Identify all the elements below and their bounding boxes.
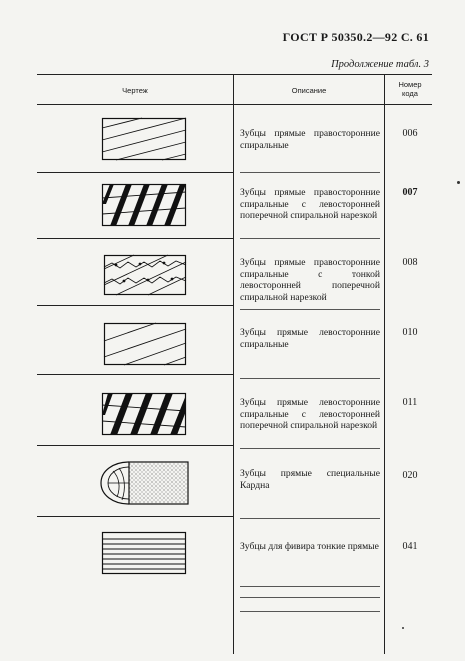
row-description: Зубцы прямые специальные Кардна bbox=[240, 468, 380, 491]
diagonal-stripes-right-icon bbox=[102, 118, 186, 160]
row-description: Зубцы прямые правосторонние спиральные с тонкой левосторонней поперечной спиральной нарезкой bbox=[240, 257, 380, 303]
drawing-row-divider bbox=[37, 445, 234, 446]
drawing-row-divider bbox=[37, 238, 234, 239]
row-separator bbox=[240, 378, 380, 379]
column-divider-1 bbox=[233, 74, 234, 654]
row-separator bbox=[240, 309, 380, 310]
row-separator bbox=[240, 238, 380, 239]
diagonal-stripes-left-icon bbox=[104, 323, 186, 365]
row-code: 041 bbox=[402, 541, 418, 552]
row-description: Зубцы прямые левосторонние спиральные с левосторонней поперечной спиральной нарезкой bbox=[240, 397, 380, 432]
table-top-border bbox=[37, 74, 432, 75]
right-stripes-cross-cut-icon bbox=[102, 184, 186, 226]
row-description: Зубцы прямые правосторонние спиральные с левосторонней поперечной спиральной нарезкой bbox=[240, 187, 380, 222]
horizontal-fine-lines-icon bbox=[102, 532, 186, 574]
left-stripes-cross-cut-icon bbox=[102, 393, 186, 435]
row-description: Зубцы прямые правосторонние спиральные bbox=[240, 128, 380, 151]
column-divider-2 bbox=[384, 74, 385, 654]
row-code: 011 bbox=[402, 397, 418, 408]
row-separator bbox=[240, 586, 380, 587]
standard-label: ГОСТ Р 50350.2—92 С. 61 bbox=[282, 30, 429, 44]
table-header-border bbox=[37, 104, 432, 105]
row-code: 020 bbox=[402, 470, 418, 481]
scan-speck bbox=[402, 627, 404, 629]
row-code: 007 bbox=[402, 187, 418, 198]
row-code: 006 bbox=[402, 128, 418, 139]
scan-speck bbox=[457, 181, 460, 184]
col-header-drawing: Чертеж bbox=[122, 86, 148, 95]
row-separator bbox=[240, 518, 380, 519]
row-separator bbox=[240, 448, 380, 449]
col-header-description: Описание bbox=[291, 86, 327, 95]
row-description: Зубцы для фивира тонкие прямые bbox=[240, 541, 379, 552]
row-description: Зубцы прямые левосторонние спиральные bbox=[240, 327, 380, 350]
row-separator bbox=[240, 172, 380, 173]
drawing-row-divider bbox=[37, 305, 234, 306]
card-teeth-icon bbox=[99, 461, 189, 505]
row-code: 010 bbox=[402, 327, 418, 338]
continuation-label: Продолжение табл. 3 bbox=[331, 59, 429, 70]
drawing-row-divider bbox=[37, 516, 234, 517]
row-code: 008 bbox=[402, 257, 418, 268]
right-stripes-fine-cut-icon bbox=[104, 255, 186, 295]
row-separator bbox=[240, 611, 380, 612]
drawing-row-divider bbox=[37, 172, 234, 173]
row-separator bbox=[240, 597, 380, 598]
drawing-row-divider bbox=[37, 374, 234, 375]
col-header-code: Номер кода bbox=[398, 80, 422, 98]
